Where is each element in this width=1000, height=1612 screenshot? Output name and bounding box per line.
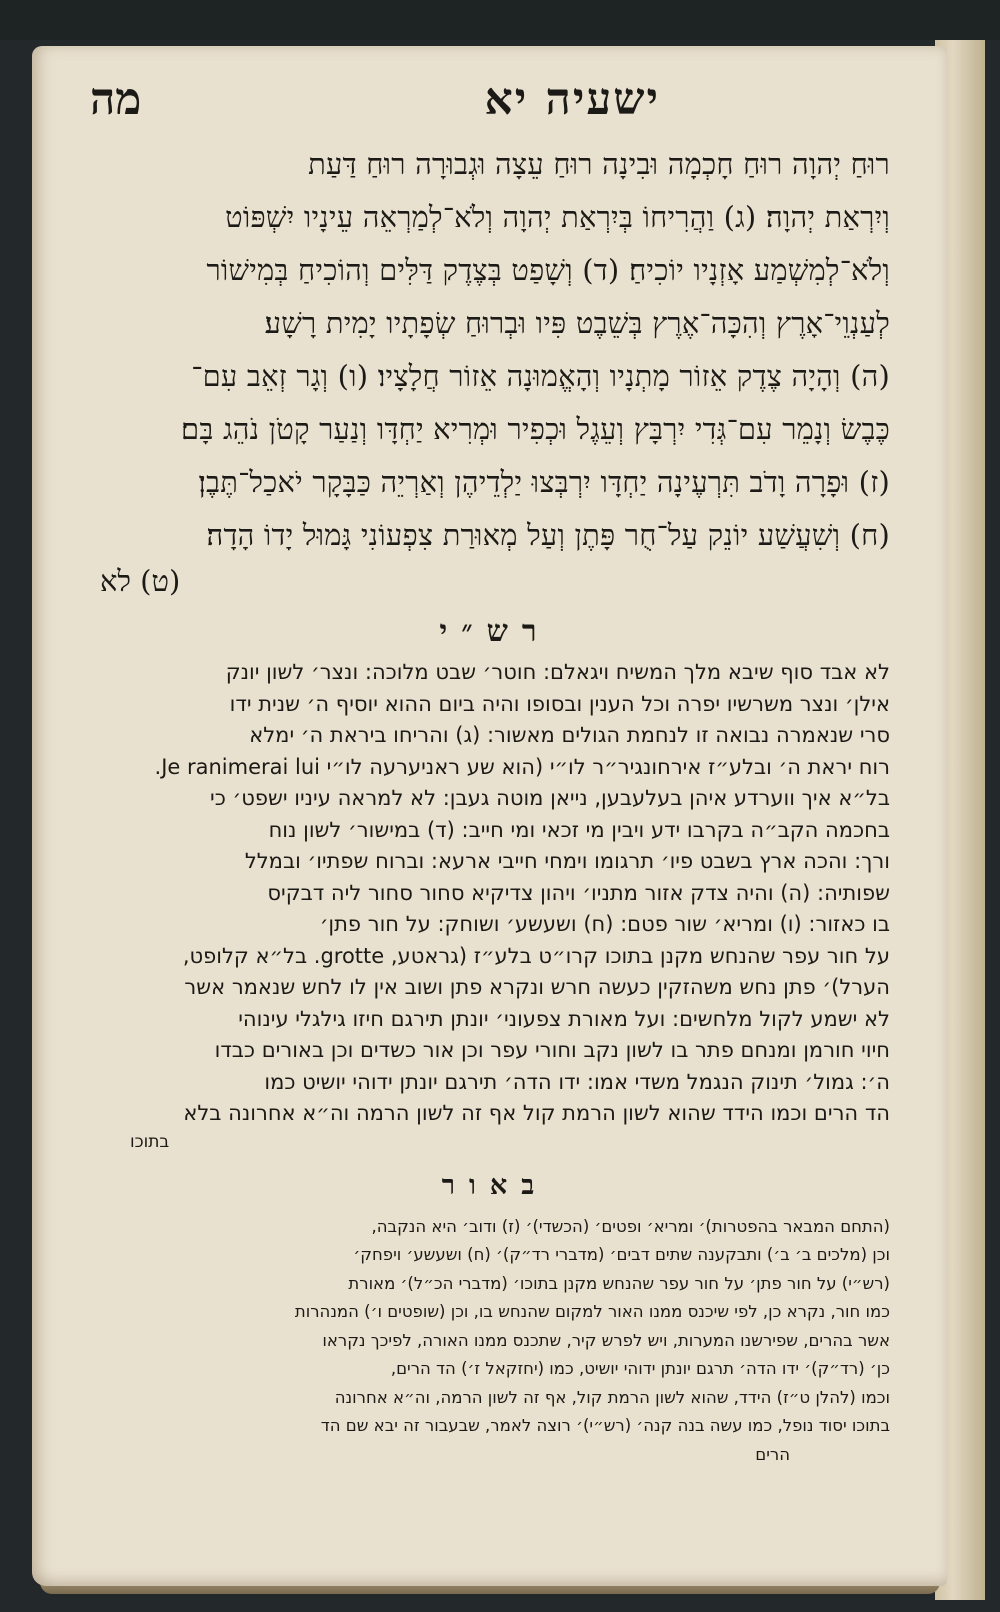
page-number: מה — [90, 74, 142, 125]
rashi-line: ורך: והכה ארץ בשבט פיו׳ תרגומו וימחי חייבי ארעא: וברוח שפתיו׳ ובמלל — [244, 849, 890, 873]
rashi-line: ה׳: גמול׳ תינוק הנגמל משדי אמו: ידו הדה׳ תירגם יונתן ידוהי יושיט כמו — [264, 1069, 890, 1094]
page-content — [90, 70, 890, 1469]
rashi-line: בל״א איך ווערדע איהן בעלעבען, נייאן מוטה געבן: לא למראה עיניו ישפט׳ כי — [210, 786, 890, 810]
verse-line: רוּחַ יְהוָה רוּחַ חָכְמָה וּבִינָה רוּחַ עֵצָה וּגְבוּרָה רוּחַ דַּעַת — [308, 147, 890, 181]
beur-line: בתוכו יסוד נופל, כמו עשה בנה קנה׳ (רש״י)׳ רוצה לאמר, שבעבור זה יבא שם הד — [320, 1416, 890, 1435]
rashi-line: בו כאזור: (ו) ומריא׳ שור פטם: (ח) ושעשע׳ ושוחק: על חור פתן׳ — [319, 912, 890, 936]
rashi-line: רוח יראת ה׳ ובלע״ז אירחונגיר״ר לו״י (הוא שע ראניערעה לו״י Je ranimerai lui. — [154, 754, 890, 779]
beur-line: וכמו (להלן ט״ז) הידד, שהוא לשון הרמת קול, אף זה לשון הרמה, וה״א אחרונה — [334, 1387, 890, 1407]
beur-line: כן׳ (רד״ק)׳ ידו הדה׳ תרגם יונתן ידוהי יושיט, כמו (יחזקאל ז׳) הד הרים, — [390, 1359, 890, 1378]
rashi-line: אילן׳ ונצר משרשיו יפרה וכל הענין ובסופו והיה ביום ההוא יוסיף ה׳ שנית ידו — [229, 691, 890, 716]
rashi-line: הערל)׳ פתן נחש משהזקין כעשה חרש ונקרא פתן ושוב אין לו לחש שנאמר אשר — [184, 975, 890, 999]
beur-line: כמו חור, נקרא כן, לפי שיכנס ממנו האור למקום שהנחש בו, וכן (שופטים ו׳) המנהרות — [294, 1302, 890, 1321]
rashi-line: לא ישמע לקול מלחשים: ועל מאורת צפעוני׳ יונתן תירגם חיזו גילגלי עינוהי — [238, 1006, 890, 1031]
beur-title: באור — [441, 1169, 549, 1201]
verse-line: (ה) וְהָיָה צֶדֶק אֵזוֹר מָתְנָיו וְהָאֱמוּנָה אֵזוֹר חֲלָצָיו׃ (ו) וְגָר זְאֵב עִם־ — [191, 359, 890, 393]
beur-line: (התחם המבאר בהפטרות)׳ ומריא׳ ופטים׳ (הכשדי)׳ (ז) ודוב׳ היא הנקבה, — [371, 1216, 890, 1236]
beur-line: (רש״י) על חור פתן׳ על חור עפר שהנחש מקנן בתוכו׳ (מדברי הכ״ל)׳ מאורת — [348, 1273, 890, 1293]
beur-commentary — [100, 1213, 890, 1469]
rashi-line: לא אבד סוף שיבא מלך המשיח ויגאלם: חוטר׳ שבט מלוכה: ונצר׳ לשון יונק — [225, 660, 890, 684]
rashi-line: שפותיה: (ה) והיה צדק אזור מתניו׳ ויהון צדיקיא סחור סחור ליה דבקיס — [267, 880, 890, 905]
rashi-commentary — [100, 657, 890, 1154]
rashi-line: סרי שנאמרה נבואה זו לנחמת הגולים מאשור: (ג) והריחו ביראת ה׳ ימלא — [249, 723, 890, 747]
running-header — [90, 70, 890, 130]
verse-line: לְעַנְוֵי־אָרֶץ וְהִכָּה־אֶרֶץ בְּשֵׁבֶט פִּיו וּבְרוּחַ שְׂפָתָיו יָמִית רָשָׁע׃ — [264, 306, 890, 340]
verse-line: כֶּבֶשׂ וְנָמֵר עִם־גְּדִי יִרְבָּץ וְעֵגֶל וּכְפִיר וּמְרִיא יַחְדָּו וְנַעַר קָטֹן נֹהֵג בָּם׃ — [180, 412, 890, 446]
beur-last-line: הרים — [755, 1444, 790, 1464]
scripture-text — [100, 138, 890, 562]
rashi-title: רש״י — [439, 614, 551, 649]
verse-line: וְיִרְאַת יְהוָה׃ (ג) וַהֲרִיחוֹ בְּיִרְאַת יְהוָה וְלֹא־לְמַרְאֵה עֵינָיו יִשְׁפּוֹט — [225, 200, 890, 234]
verse-line: (ז) וּפָרָה וָדֹב תִּרְעֶינָה יַחְדָּו יִרְבְּצוּ יַלְדֵיהֶן וְאַרְיֵה כַּבָּקָר יֹאכַל־תֶּבֶן׃ — [198, 465, 890, 499]
verse-catchword-row — [100, 562, 890, 606]
beur-line: אשר בהרים, שפירשנו המערות, ויש לפרש קיר, שתכנס ממנו האורה, לפיכך נקראו — [322, 1330, 890, 1350]
rashi-line: על חור עפר שהנחש מקנן בתוכו קרו״ט בלע״ז (גראטע, grotte. בל״א קלופט, — [182, 943, 890, 968]
book-chapter-title: ישעיה יא — [484, 74, 660, 125]
verse-line: (ח) וְשִׁעֲשַׁע יוֹנֵק עַל־חֻר פָּתֶן וְעַל מְאוּרַת צִפְעוֹנִי גָּמוּל יָדוֹ הָדָה׃ — [206, 518, 890, 552]
verse-line: וְלֹא־לְמִשְׁמַע אָזְנָיו יוֹכִיחַ׃ (ד) וְשָׁפַט בְּצֶדֶק דַּלִּים וְהוֹכִיחַ בְּמִישׁוֹר — [206, 253, 890, 287]
verse-catchword: (ט) לא — [100, 564, 181, 598]
scan-background — [0, 0, 1000, 40]
beur-line: וכן (מלכים ב׳ ב׳) ותבקענה שתים דבים׳ (מדברי רד״ק)׳ (ח) ושעשע׳ ויפחק׳ — [353, 1245, 890, 1264]
rashi-line: הד הרים וכמו הידד שהוא לשון הרמת קול אף זה לשון הרמה וה״א אחרונה בלא — [183, 1101, 890, 1125]
rashi-line: חיוי חורמן ומנחם פתר בו לשון נקב וחורי עפר וכן אור כשדים וכן באורים כבדו — [214, 1038, 890, 1062]
rashi-catchword: בתוכו — [130, 1131, 170, 1152]
rashi-line: בחכמה הקב״ה בקרבו ידע ויבין מי זכאי ומי חייב: (ד) במישור׳ לשון נוח — [268, 817, 890, 842]
